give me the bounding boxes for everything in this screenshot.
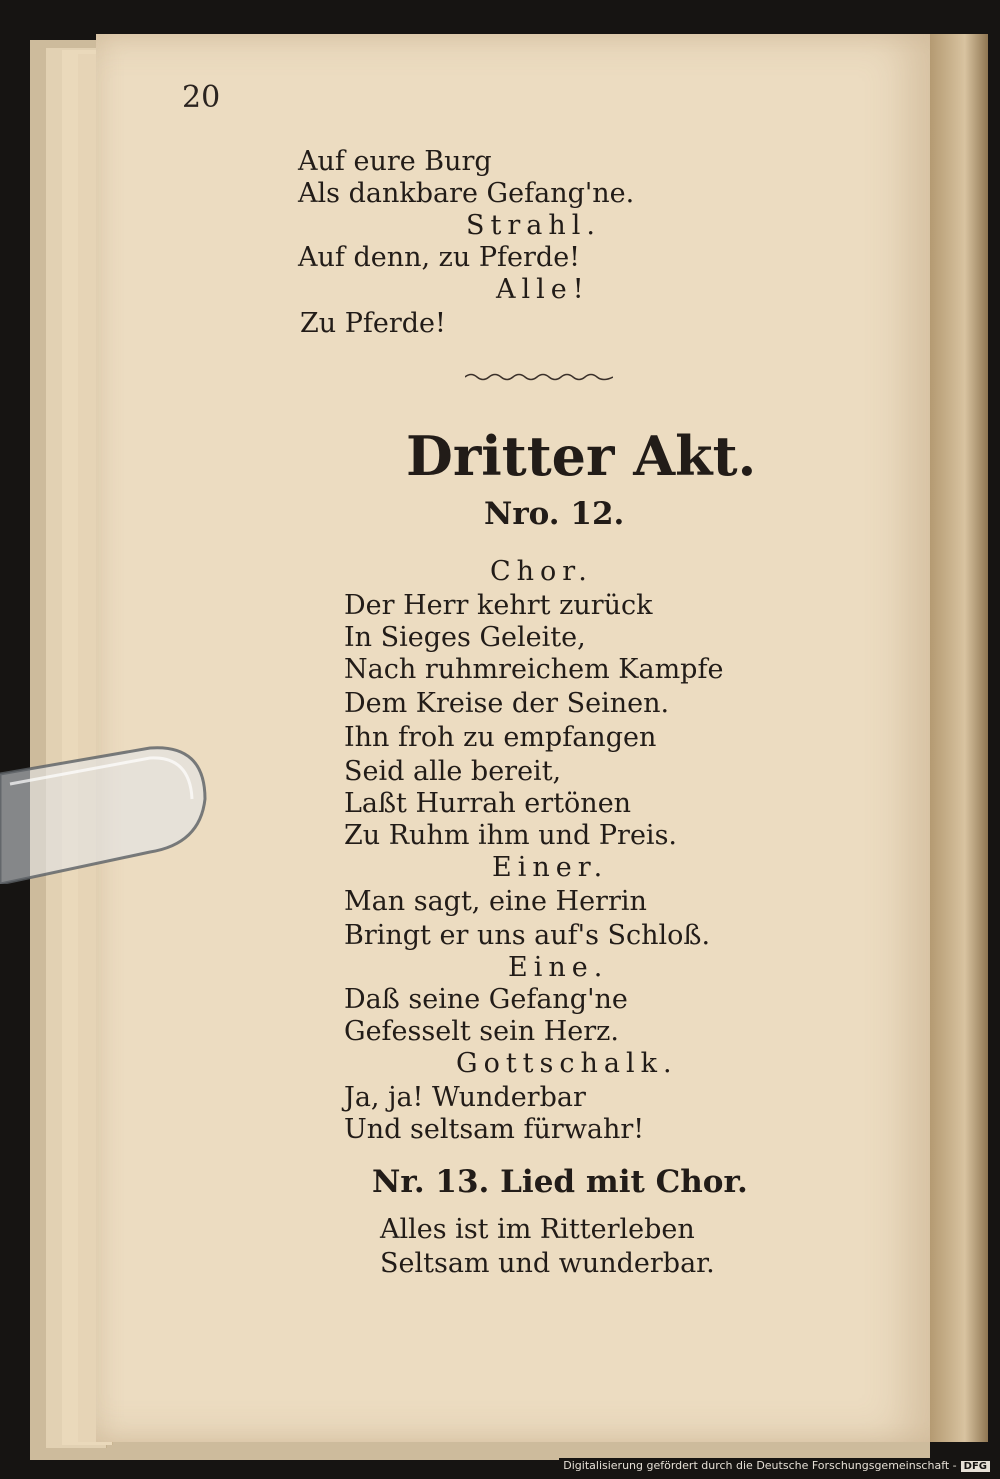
ornamental-divider	[465, 372, 613, 382]
speaker-name: Eine.	[508, 952, 609, 983]
verse-line: Auf eure Burg	[298, 146, 492, 177]
verse-line: Ihn froh zu empfangen	[344, 722, 657, 753]
credit-text: Digitalisierung gefördert durch die Deutsche Forschungsgemeinschaft -	[563, 1459, 957, 1472]
dfg-logo: DFG	[961, 1461, 990, 1472]
number-heading: Nr. 13. Lied mit Chor.	[372, 1164, 748, 1200]
speaker-name: Chor.	[490, 556, 593, 587]
speaker-name: Einer.	[492, 852, 609, 883]
speaker-name: Strahl.	[466, 210, 601, 241]
book-gutter	[930, 34, 988, 1442]
page-number: 20	[182, 80, 221, 115]
verse-line: Dem Kreise der Seinen.	[344, 688, 670, 719]
verse-line: Seltsam und wunderbar.	[380, 1248, 715, 1279]
verse-line: Zu Pferde!	[300, 308, 446, 339]
verse-line: In Sieges Geleite,	[344, 622, 586, 653]
verse-line: Seid alle bereit,	[344, 756, 562, 787]
verse-line: Als dankbare Gefang'ne.	[298, 178, 635, 209]
page-holder-clip	[0, 744, 210, 884]
verse-line: Zu Ruhm ihm und Preis.	[344, 820, 678, 851]
digitization-credit	[559, 1458, 994, 1473]
speaker-name: Gottschalk.	[456, 1048, 678, 1079]
verse-line: Man sagt, eine Herrin	[344, 886, 647, 917]
verse-line: Und seltsam fürwahr!	[344, 1114, 645, 1145]
verse-line: Auf denn, zu Pferde!	[298, 242, 581, 273]
verse-line: Ja, ja! Wunderbar	[344, 1082, 586, 1113]
verse-line: Bringt er uns auf's Schloß.	[344, 920, 711, 951]
verse-line: Laßt Hurrah ertönen	[344, 788, 632, 819]
verse-line: Daß seine Gefang'ne	[344, 984, 628, 1015]
verse-line: Alles ist im Ritterleben	[380, 1214, 695, 1245]
verse-line: Der Herr kehrt zurück	[344, 590, 653, 621]
act-title: Dritter Akt.	[406, 424, 757, 488]
verse-line: Nach ruhmreichem Kampfe	[344, 654, 724, 685]
number-heading: Nro. 12.	[484, 496, 625, 532]
verse-line: Gefesselt sein Herz.	[344, 1016, 619, 1047]
speaker-name: Alle!	[496, 274, 590, 305]
